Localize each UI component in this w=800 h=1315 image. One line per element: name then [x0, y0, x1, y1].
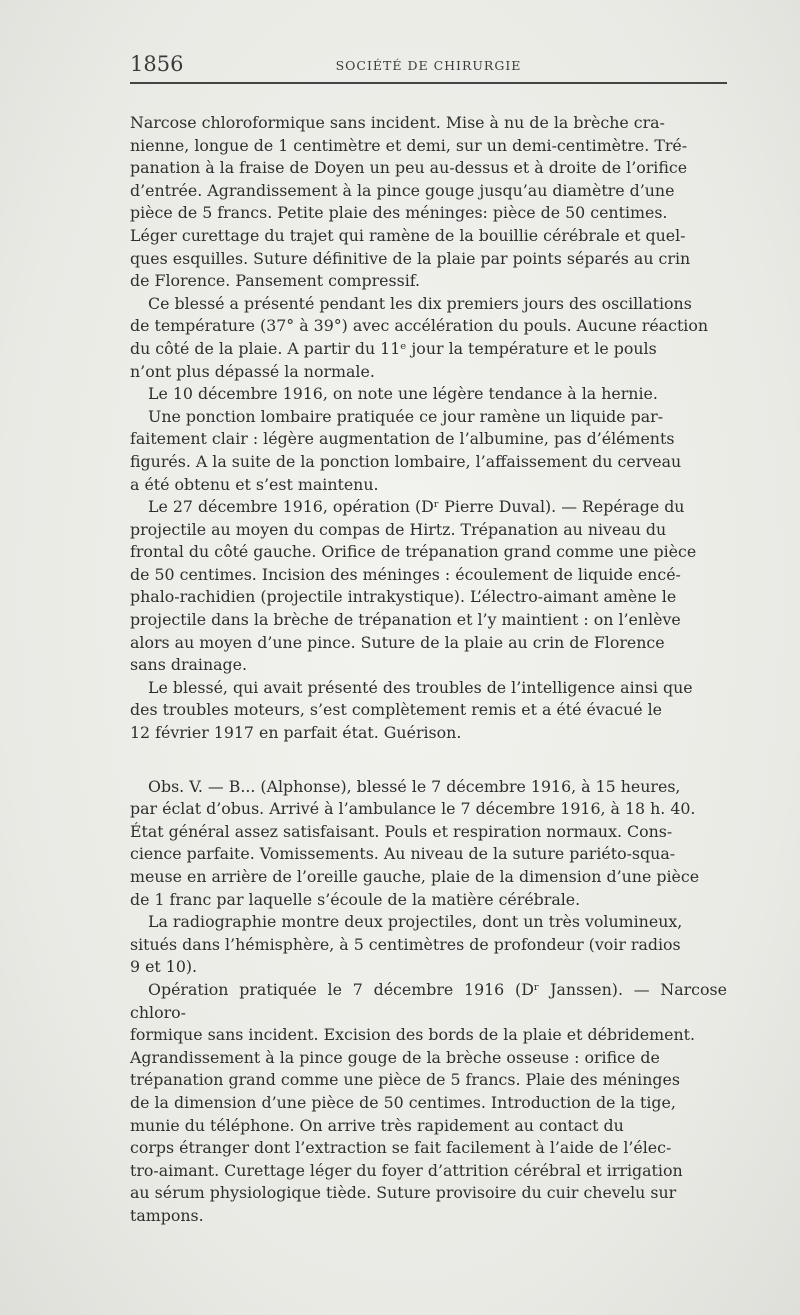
text-line: La radiographie montre deux projectiles, dont un très volumineux,: [148, 912, 683, 932]
text-line: du côté de la plaie. A partir du 11ᵉ jour la température et le pouls: [130, 338, 657, 358]
text-line: tro-aimant. Curettage léger du foyer d’attrition cérébral et irrigation: [130, 1160, 683, 1180]
text-line: nienne, longue de 1 centimètre et demi, sur un demi-centimètre. Tré-: [130, 135, 688, 155]
text-line: Ce blessé a présenté pendant les dix premiers jours des oscillations: [148, 293, 692, 313]
paragraph: [130, 293, 727, 383]
text-line: pièce de 5 francs. Petite plaie des méninges: pièce de 50 centimes.: [130, 203, 668, 223]
text-line: Le 27 décembre 1916, opération (Dʳ Pierre Duval). — Repérage du: [148, 497, 685, 517]
page-header: [130, 52, 727, 84]
text-line: des troubles moteurs, s’est complètement remis et a été évacué le: [130, 700, 663, 720]
text-line: sans drainage.: [130, 655, 248, 675]
paragraph: [130, 496, 727, 677]
text-line: projectile dans la brèche de trépanation et l’y maintient : on l’enlève: [130, 610, 681, 630]
paragraph: [130, 112, 727, 293]
text-line: alors au moyen d’une pince. Suture de la plaie au crin de Florence: [130, 632, 665, 652]
text-line: de température (37° à 39°) avec accélération du pouls. Aucune réaction: [130, 316, 709, 336]
text-line: phalo-rachidien (projectile intrakystique). L’électro-aimant amène le: [130, 587, 677, 607]
text-line: meuse en arrière de l’oreille gauche, plaie de la dimension d’une pièce: [130, 867, 700, 886]
text-line: de 1 franc par laquelle s’écoule de la matière cérébrale.: [130, 889, 581, 909]
text-line: projectile au moyen du compas de Hirtz. Trépanation au niveau du: [130, 519, 667, 539]
text-line: panation à la fraise de Doyen un peu au-dessus et à droite de l’orifice: [130, 158, 688, 178]
text-line: Narcose chloroformique sans incident. Mise à nu de la brèche cra-: [130, 113, 665, 132]
text-line: Une ponction lombaire pratiquée ce jour ramène un liquide par-: [148, 406, 664, 426]
text-line: de 50 centimes. Incision des méninges : écoulement de liquide encé-: [130, 564, 681, 584]
text-line: 9 et 10).: [130, 957, 198, 977]
text-line: a été obtenu et s’est maintenu.: [130, 474, 379, 494]
text-line: frontal du côté gauche. Orifice de trépanation grand comme une pièce: [130, 542, 697, 562]
text-line: ques esquilles. Suture définitive de la plaie par points séparés au crin: [130, 248, 691, 268]
text-line: tampons.: [130, 1205, 204, 1225]
text-line: Léger curettage du trajet qui ramène de la bouillie cérébrale et quel-: [130, 225, 686, 245]
running-title: SOCIÉTÉ DE CHIRURGIE: [335, 58, 522, 73]
text-line: corps étranger dont l’extraction se fait facilement à l’aide de l’élec-: [130, 1138, 672, 1158]
paragraph: [130, 979, 727, 1228]
text-line: d’entrée. Agrandissement à la pince gouge jusqu’au diamètre d’une: [130, 180, 675, 200]
text-line: par éclat d’obus. Arrivé à l’ambulance le 7 décembre 1916, à 18 h. 40.: [130, 799, 696, 819]
paragraph: [130, 677, 727, 745]
page-number: 1856: [130, 52, 184, 76]
text-line: formique sans incident. Excision des bords de la plaie et débridement.: [130, 1025, 695, 1045]
text-line: au sérum physiologique tiède. Suture provisoire du cuir chevelu sur: [130, 1183, 677, 1203]
text-line: de la dimension d’une pièce de 50 centimes. Introduction de la tige,: [130, 1092, 676, 1112]
paragraph: [130, 406, 727, 496]
text-line: Le 10 décembre 1916, on note une légère tendance à la hernie.: [148, 384, 658, 404]
text-line: munie du téléphone. On arrive très rapidement au contact du: [130, 1115, 624, 1135]
text-line: Obs. V. — B... (Alphonse), blessé le 7 décembre 1916, à 15 heures,: [148, 776, 681, 796]
text-line: faitement clair : légère augmentation de l’albumine, pas d’éléments: [130, 429, 675, 449]
observation-paragraph: [130, 776, 727, 912]
text-line: Le blessé, qui avait présenté des troubles de l’intelligence ainsi que: [148, 677, 693, 697]
text-line: État général assez satisfaisant. Pouls et respiration normaux. Cons-: [130, 821, 673, 841]
paragraph: [130, 911, 727, 979]
text-line: de Florence. Pansement compressif.: [130, 271, 421, 291]
body-text: [130, 112, 727, 1228]
text-line: figurés. A la suite de la ponction lombaire, l’affaissement du cerveau: [130, 451, 682, 471]
section-gap: [130, 745, 727, 776]
text-line: n’ont plus dépassé la normale.: [130, 361, 375, 381]
text-line: situés dans l’hémisphère, à 5 centimètres de profondeur (voir radios: [130, 934, 681, 954]
text-line: Agrandissement à la pince gouge de la brèche osseuse : orifice de: [130, 1047, 660, 1067]
text-line: trépanation grand comme une pièce de 5 francs. Plaie des méninges: [130, 1070, 680, 1090]
text-line: Opération pratiquée le 7 décembre 1916 (Dʳ Janssen). — Narcose chloro-: [130, 979, 727, 1022]
text-line: 12 février 1917 en parfait état. Guérison.: [130, 723, 462, 743]
paragraph: [130, 383, 727, 406]
text-line: cience parfaite. Vomissements. Au niveau de la suture pariéto-squa-: [130, 844, 676, 864]
